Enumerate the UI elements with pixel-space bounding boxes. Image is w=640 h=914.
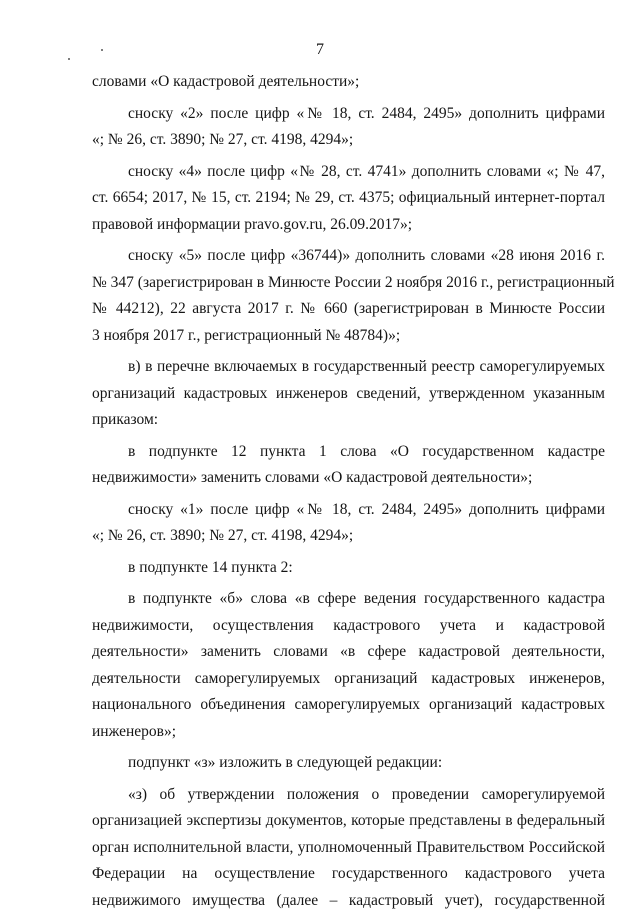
paragraph <box>92 497 605 550</box>
paragraph <box>92 782 605 914</box>
text-line: орган исполнительной власти, уполномоченный Правительством Российской <box>92 835 605 862</box>
text-line: «; № 26, ст. 3890; № 27, ст. 4198, 4294»; <box>92 127 605 154</box>
text-line: недвижимости, осуществления кадастрового учета и кадастровой <box>92 613 605 640</box>
paragraph <box>92 243 605 349</box>
text-line: «з) об утверждении положения о проведении саморегулируемой <box>92 782 605 809</box>
text-line: деятельности» заменить словами «в сфере кадастровой деятельности, <box>92 639 605 666</box>
text-line: Федерации на осуществление государственного кадастрового учета <box>92 861 605 888</box>
paragraph <box>92 750 605 777</box>
text-line: в подпункте «б» слова «в сфере ведения государственного кадастра <box>92 586 605 613</box>
text-line: в) в перечне включаемых в государственный реестр саморегулируемых <box>92 354 605 381</box>
text-line: № 44212), 22 августа 2017 г. № 660 (зарегистрирован в Минюсте России <box>92 296 605 323</box>
text-line: в подпункте 12 пункта 1 слова «О государственном кадастре <box>92 439 605 466</box>
text-line: сноску «2» после цифр «№ 18, ст. 2484, 2495» дополнить цифрами <box>92 101 605 128</box>
text-line: ст. 6654; 2017, № 15, ст. 2194; № 29, ст. 4375; официальный интернет-портал <box>92 185 605 212</box>
paragraph <box>92 101 605 154</box>
text-line: сноску «1» после цифр «№ 18, ст. 2484, 2495» дополнить цифрами <box>92 497 605 524</box>
text-line: организацией экспертизы документов, которые представлены в федеральный <box>92 808 605 835</box>
text-line: «; № 26, ст. 3890; № 27, ст. 4198, 4294»; <box>92 523 605 550</box>
paragraph <box>92 555 605 582</box>
paragraph <box>92 159 605 239</box>
text-line: организаций кадастровых инженеров сведений, утвержденном указанным <box>92 381 605 408</box>
text-line: № 347 (зарегистрирован в Минюсте России 2 ноября 2016 г., регистрационный <box>92 270 605 297</box>
text-line: деятельности саморегулируемых организаций кадастровых инженеров, <box>92 666 605 693</box>
text-line: национального объединения саморегулируемых организаций кадастровых <box>92 692 605 719</box>
text-line: правовой информации pravo.gov.ru, 26.09.2017»; <box>92 212 605 239</box>
paragraph <box>92 586 605 745</box>
document-body <box>92 69 605 914</box>
text-line: сноску «4» после цифр «№ 28, ст. 4741» дополнить словами «; № 47, <box>92 159 605 186</box>
text-line: недвижимости» заменить словами «О кадастровой деятельности»; <box>92 465 605 492</box>
text-line: словами «О кадастровой деятельности»; <box>92 69 605 96</box>
text-line: приказом: <box>92 407 605 434</box>
paragraph <box>92 439 605 492</box>
text-line: в подпункте 14 пункта 2: <box>92 555 605 582</box>
text-line: сноску «5» после цифр «36744)» дополнить словами «28 июня 2016 г. <box>92 243 605 270</box>
paragraph <box>92 69 605 96</box>
text-line: 3 ноября 2017 г., регистрационный № 48784)»; <box>92 323 605 350</box>
text-line: недвижимого имущества (далее – кадастровый учет), государственной <box>92 888 605 914</box>
text-line: подпункт «з» изложить в следующей редакции: <box>92 750 605 777</box>
page-number: 7 <box>0 40 640 60</box>
paragraph <box>92 354 605 434</box>
text-line: инженеров»; <box>92 719 605 746</box>
